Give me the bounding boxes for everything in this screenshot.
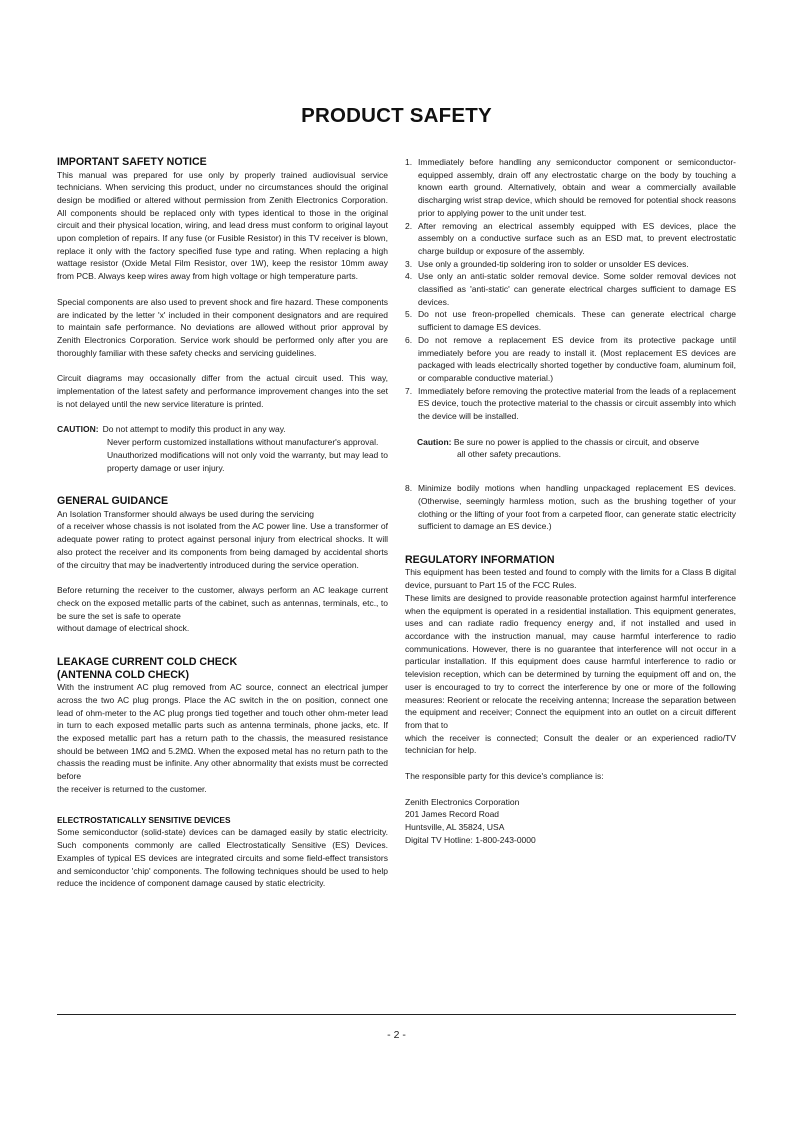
regulatory-paragraph-2b: which the receiver is connected; Consult the dealer or an experienced radio/TV technician for help. [405,732,736,756]
caution-block [57,423,388,436]
list-item: 5. Do not use freon-propelled chemicals. These can generate electrical charge sufficient to damage ES devices. [405,309,736,333]
list-item: 6. Do not remove a replacement ES device from its protective package until immediately before you are ready to install it. (Most replacement ES devices are packaged with leads electrically shorted together by conductive foam, aluminum foil, or comparable conductive material.) [405,334,736,383]
address-line-3: Huntsville, AL 35824, USA [405,822,505,833]
list-item: 2. After removing an electrical assembly equipped with ES devices, place the assembly on a conductive surface such as an ESD mat, to prevent electrostatic charge buildup or exposure of the assembly. [405,220,736,256]
hotline: Digital TV Hotline: 1-800-243-0000 [405,834,536,845]
esd-procedure-list [405,156,736,423]
caution-line-2: Never perform customized installations without manufacturer's approval. [107,437,379,448]
esd-heading: ELECTROSTATICALLY SENSITIVE DEVICES [57,815,231,826]
esd-procedure-list-cont [405,482,736,533]
es-caution-label: Caution: [417,436,452,447]
page-number: - 2 - [387,1029,406,1041]
guidance-paragraph-2b: without damage of electrical shock. [57,623,190,634]
caution-line-3: Unauthorized modifications will not only void the warranty, but may lead to property damage or user injury. [107,449,388,473]
caution-line-1: Do not attempt to modify this product in any way. [102,424,286,435]
list-item: 7. Immediately before removing the protective material from the leads of a replacement ES device, touch the protective material to the chassis or circuit assembly into which the device will be installed. [405,385,736,422]
es-caution-line-2: all other safety precautions. [457,449,561,460]
footer-divider [57,1014,736,1015]
list-item: 3. Use only a grounded-tip soldering iron to solder or unsolder ES devices. [405,258,689,269]
leakage-paragraph: With the instrument AC plug removed from AC source, connect an electrical jumper across the two AC plug prongs. Place the AC switch in the on position, connect one lead of ohm-meter to the AC plug prongs tied together and touch other ohm-meter lead in turn to each exposed metallic parts such as antenna terminals, phone jacks, etc. If the exposed metallic part has a return path to the chassis, the measured resistance should be between 1MΩ and 5.2MΩ. When the exposed metal has no return path to the chassis the reading must be infinite. Any other abnormality that exists must be corrected before [57,682,388,782]
regulatory-paragraph-1: This equipment has been tested and found to comply with the limits for a Class B digital device, pursuant to Part 15 of the FCC Rules. [405,567,736,591]
leakage-heading: LEAKAGE CURRENT COLD CHECK [57,656,238,669]
address-line-2: 201 James Record Road [405,809,500,820]
important-paragraph-1: This manual was prepared for use only by properly trained audiovisual service technicians. When servicing this product, under no circumstances should the original design be modified or altered without permission from Zenith Electronics Corporation. All components should be replaced only with types identical to those in the original circuit and their physical location, wiring, and lead dress must conform to original layout upon completion of repairs. If any fuse (or Fusible Resistor) in this TV receiver is blown, replace it only with the factory specified fuse type and rating. When replacing a high wattage resistor (Oxide Metal Film Resistor, over 1W), keep the resistor 10mm away from PCB. Always keep wires away from high voltage or high temperature parts. [57,169,388,282]
es-caution-line-1: Be sure no power is applied to the chassis or circuit, and observe [453,436,700,447]
regulatory-heading: REGULATORY INFORMATION [405,553,555,566]
responsible-party: The responsible party for this device's compliance is: [405,771,604,782]
guidance-paragraph-1a: An Isolation Transformer should always be used during the servicing [57,508,315,519]
address-line-1: Zenith Electronics Corporation [405,796,520,807]
left-column [57,156,388,890]
regulatory-paragraph-2: These limits are designed to provide reasonable protection against harmful interference when the equipment is operated in a residential installation. This equipment generates, uses and can radiate radio frequency energy and, if not installed and used in accordance with the instruction manual, may cause harmful interference to radio communications. However, there is no guarantee that interference will not occur in a particular installation. If this equipment does cause harmful interference to radio or television reception, which can be determined by turning the equipment off and on, the user is encouraged to try to correct the interference by one or more of the following measures: Reorient or relocate the receiving antenna; Increase the separation between the equipment and receiver; Connect the equipment into an outlet on a circuit different from that to [405,592,736,730]
important-paragraph-3: Circuit diagrams may occasionally differ from the actual circuit used. This way, implementation of the latest safety and performance improvement changes into the set is not delayed until the new service literature is printed. [57,373,388,409]
esd-paragraph: Some semiconductor (solid-state) devices can be damaged easily by static electricity. Such components commonly are called Electrostatically Sensitive (ES) Devices. Examples of typical ES devices are integrated circuits and some field-effect transistors and semiconductor 'chip' components. The following techniques should be used to help reduce the incidence of component damage caused by static electricity. [57,827,388,889]
leakage-subheading: (ANTENNA COLD CHECK) [57,668,190,681]
right-column [405,156,736,847]
list-item: 1. Immediately before handling any semiconductor component or semiconductor-equipped assembly, drain off any electrostatic charge on the body by touching a known earth ground. Alternatively, obtain and wear a commercially available discharging wrist strap device, which should be removed for potential shock reasons prior to applying power to the unit under test. [405,157,736,218]
list-item: 4. Use only an anti-static solder removal device. Some solder removal devices not classified as 'anti-static' can generate electrical charges sufficient to damage ES devices. [405,271,736,307]
es-caution-block [405,436,736,461]
page-title: PRODUCT SAFETY [301,104,492,127]
list-item: 8. Minimize bodily motions when handling unpackaged replacement ES devices. (Otherwise, seemingly harmless motion, such as the brushing together of your clothing or the lifting of your foot from a carpeted floor, can generate static electricity sufficient to damage an ES device.) [405,483,736,532]
general-guidance-heading: GENERAL GUIDANCE [57,495,169,508]
important-safety-heading: IMPORTANT SAFETY NOTICE [57,156,207,168]
important-paragraph-2: Special components are also used to prevent shock and fire hazard. These components are indicated by the letter 'x' included in their component designators and are required to maintain safe performance. No deviations are allowed without prior approval by Zenith Electronics Corporation. Service work should be performed only after you are thoroughly familiar with these safety checks and servicing guidelines. [57,296,388,358]
guidance-paragraph-1b: of a receiver whose chassis is not isolated from the AC power line. Use a transformer of adequate power rating to protect against personal injury from electrical shocks. It will also protect the receiver and its components from being damaged by accidental shorts of the circuitry that may be inadvertently introduced during the service operation. [57,521,388,570]
guidance-paragraph-2a: Before returning the receiver to the customer, always perform an AC leakage current check on the exposed metallic parts of the cabinet, such as antennas, terminals, etc., to be sure the set is safe to operate [57,585,388,621]
leakage-paragraph-end: the receiver is returned to the customer. [57,783,207,794]
caution-label: CAUTION: [57,424,99,435]
